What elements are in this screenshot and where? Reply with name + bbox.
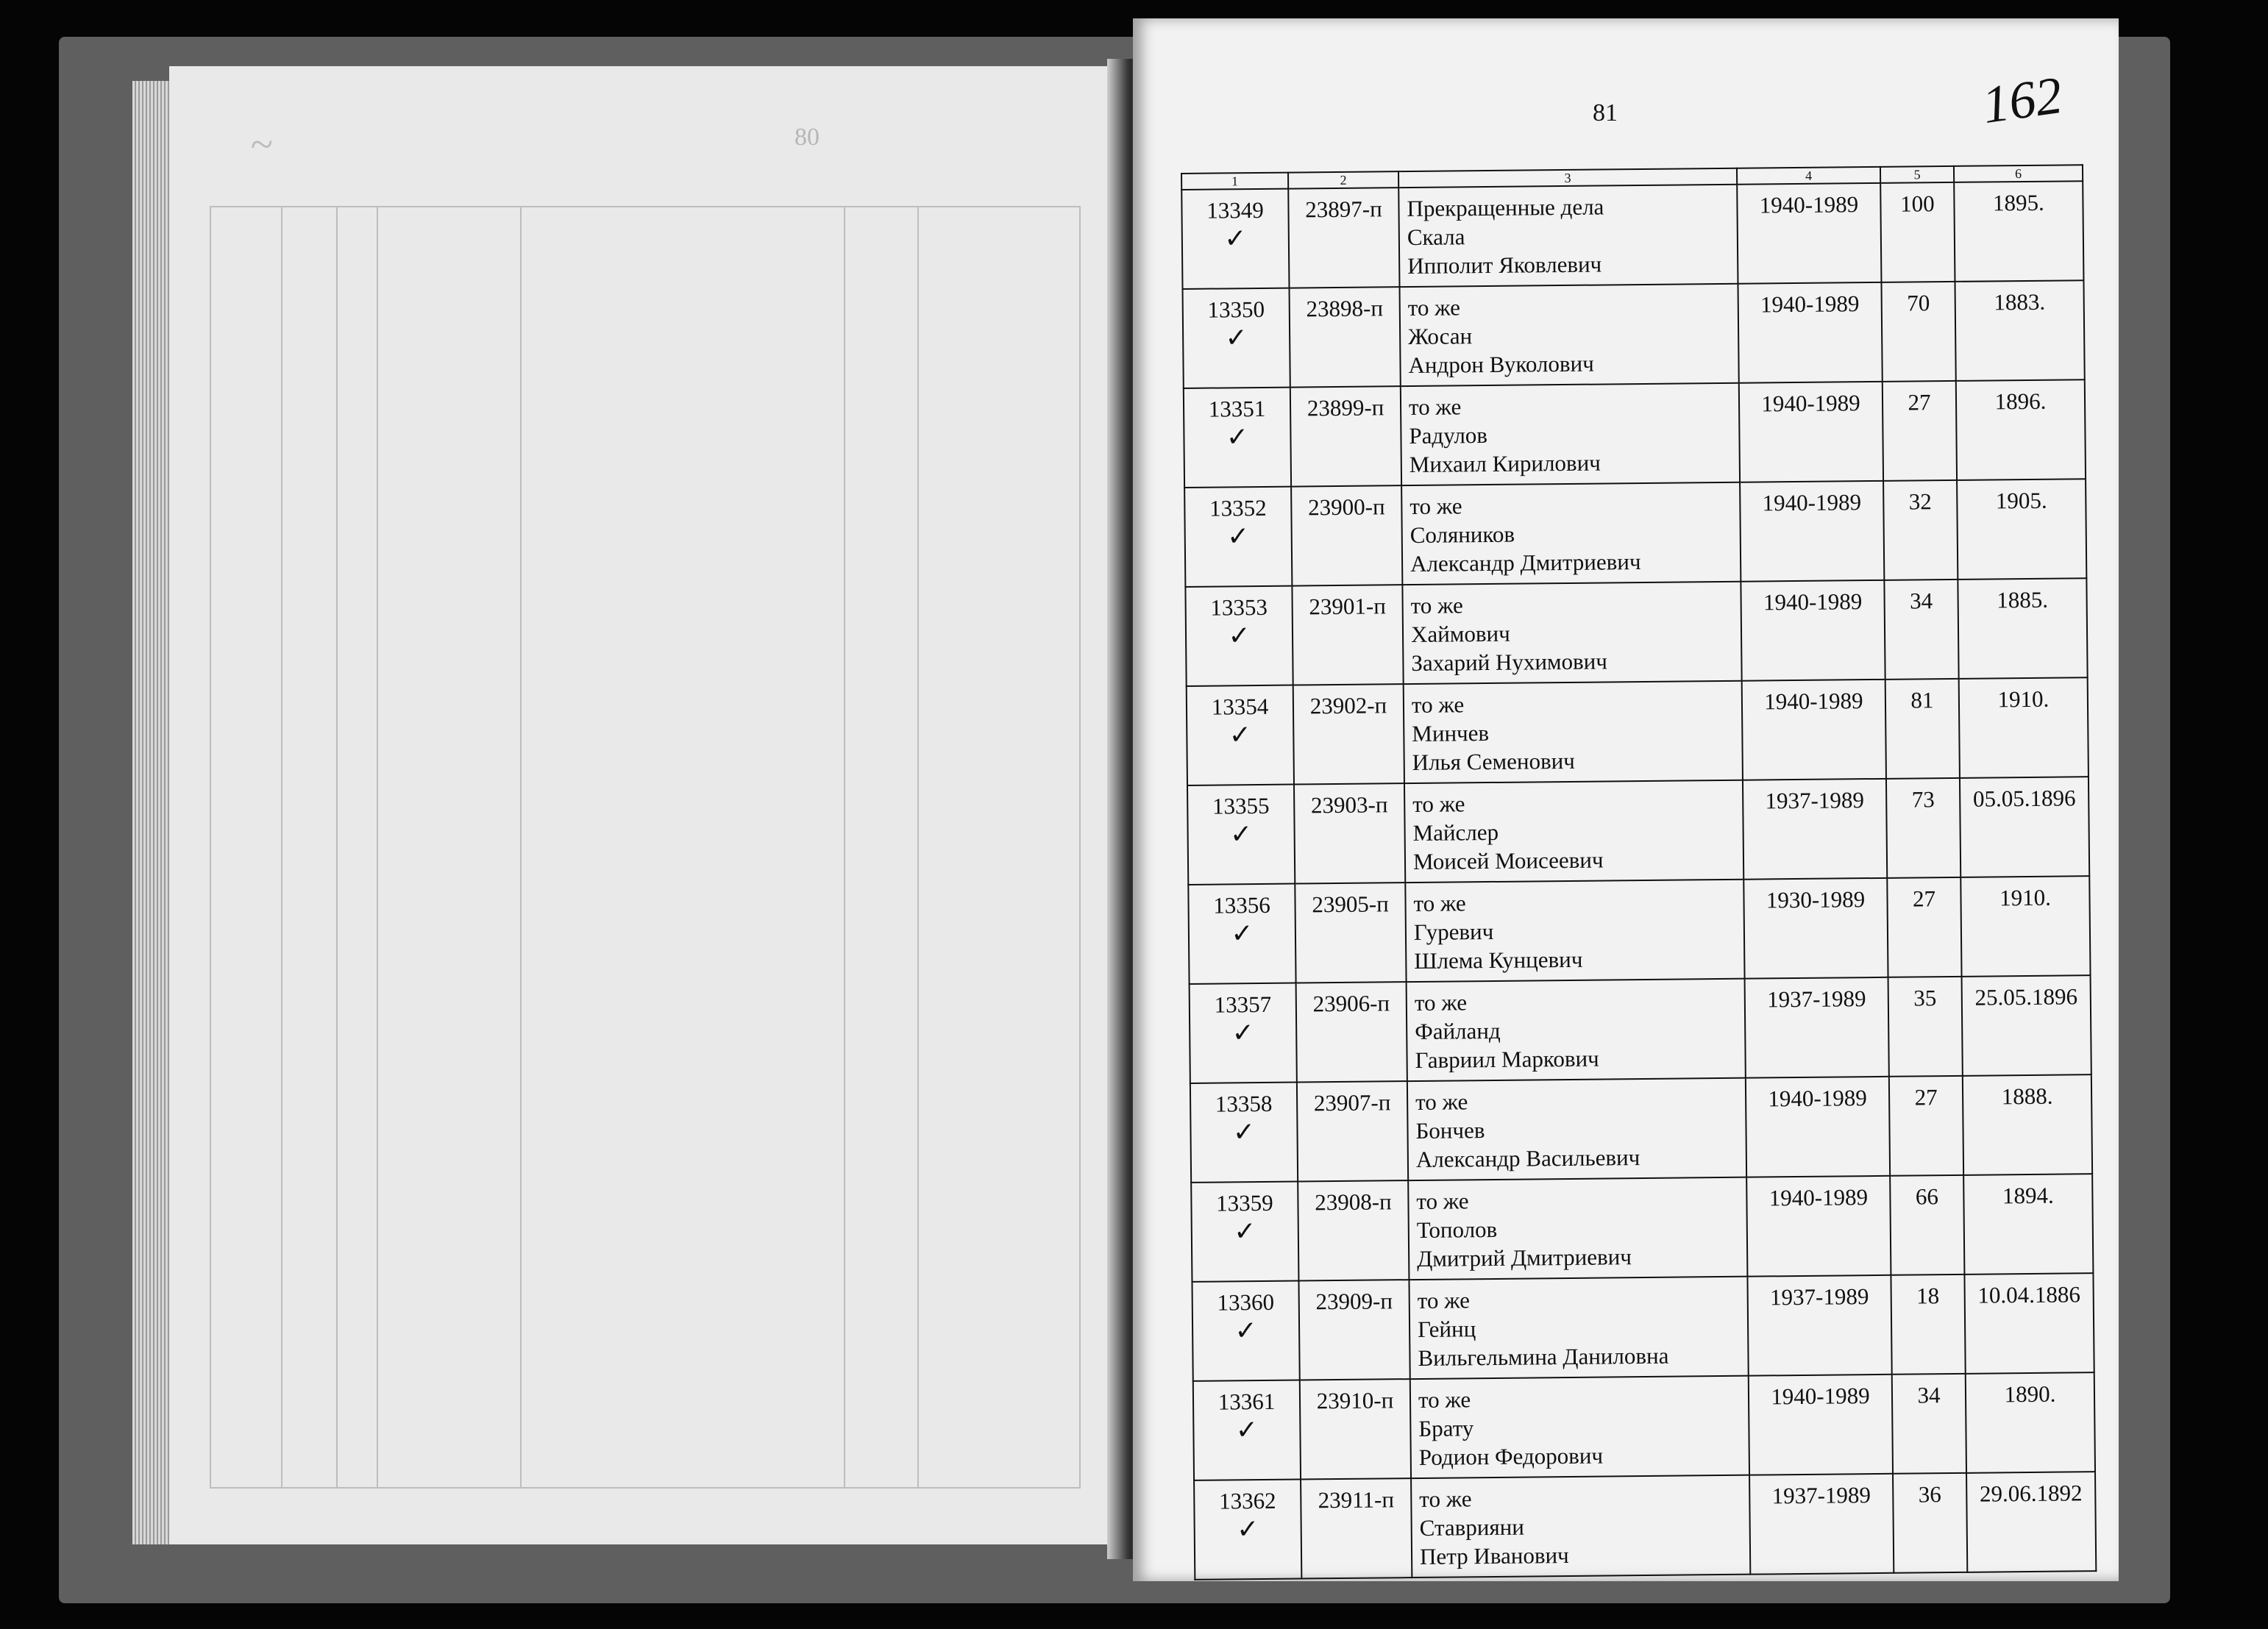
archive-number-cell: 23898-п: [1290, 287, 1401, 387]
name-line: Шлема Кунцевич: [1414, 946, 1583, 974]
archive-number-cell: 23907-п: [1297, 1081, 1408, 1181]
column-number: 4: [1737, 167, 1880, 185]
case-number-cell: [1181, 189, 1289, 289]
check-mark-icon: ✓: [1232, 1117, 1256, 1148]
pages-cell: 34: [1884, 580, 1958, 680]
table-row: [1190, 975, 2091, 1083]
case-number-cell: [1192, 1281, 1299, 1381]
name-cell: [1404, 681, 1743, 783]
birth-date-cell: 25.05.1896: [1962, 975, 2091, 1076]
name-cell: [1404, 780, 1743, 883]
pages-cell: 27: [1883, 381, 1957, 481]
name-line: Михаил Кирилович: [1409, 449, 1601, 478]
check-mark-icon: ✓: [1229, 720, 1252, 751]
archive-number-cell: 23900-п: [1291, 485, 1402, 585]
name-line: Хаймович: [1410, 620, 1510, 648]
check-mark-icon: ✓: [1235, 1415, 1259, 1446]
birth-date-cell: 1910.: [1960, 876, 2090, 977]
name-line: то же: [1414, 989, 1468, 1016]
name-line: Дмитрий Дмитриевич: [1417, 1244, 1632, 1272]
archive-number-cell: 23901-п: [1292, 585, 1403, 685]
name-line: Захарий Нухимович: [1411, 648, 1608, 677]
name-cell: [1407, 1078, 1746, 1180]
check-mark-icon: ✓: [1229, 819, 1253, 850]
name-cell: [1411, 1475, 1750, 1578]
birth-date-cell: 1896.: [1956, 379, 2086, 480]
pages-cell: 27: [1889, 1076, 1963, 1176]
birth-date-cell: 1890.: [1966, 1372, 2095, 1473]
pages-cell: 18: [1891, 1275, 1965, 1375]
check-mark-icon: ✓: [1231, 1018, 1255, 1049]
case-number: 13355: [1212, 792, 1270, 819]
name-line: Петр Иванович: [1419, 1542, 1569, 1569]
right-page-number: 81: [1593, 99, 1618, 126]
right-page: [1133, 18, 2119, 1581]
case-number: 13349: [1206, 196, 1264, 224]
pages-cell: 35: [1888, 977, 1963, 1077]
case-number-cell: [1190, 1083, 1298, 1183]
left-page-handwritten-mark: ~: [250, 122, 273, 168]
name-cell: [1398, 185, 1738, 287]
check-mark-icon: ✓: [1234, 1316, 1257, 1347]
years-cell: 1937-1989: [1747, 1275, 1891, 1376]
name-line: Вильгельмина Даниловна: [1418, 1342, 1669, 1371]
archive-number-cell: 23902-п: [1293, 684, 1404, 784]
table-row: [1194, 1472, 2096, 1580]
table-row: [1193, 1372, 2095, 1480]
pages-cell: 32: [1883, 480, 1958, 580]
table-row: [1184, 379, 2086, 488]
name-line: Жосан: [1407, 323, 1473, 350]
name-line: то же: [1417, 1287, 1471, 1313]
name-line: то же: [1413, 890, 1466, 917]
name-line: Бончев: [1415, 1117, 1485, 1144]
name-cell: [1410, 1376, 1749, 1478]
name-line: Гавриил Маркович: [1415, 1045, 1599, 1073]
table-row: [1192, 1273, 2094, 1381]
birth-date-cell: 1910.: [1959, 677, 2089, 778]
case-number: 13350: [1207, 296, 1265, 323]
name-cell: [1405, 880, 1744, 982]
birth-date-cell: 29.06.1892: [1966, 1472, 2096, 1572]
name-line: Ипполит Яковлевич: [1407, 251, 1602, 279]
table-row: [1184, 479, 2086, 587]
case-number: 13362: [1218, 1487, 1276, 1514]
case-number: 13356: [1213, 891, 1270, 919]
birth-date-cell: 1905.: [1957, 479, 2086, 580]
name-line: Минчев: [1412, 720, 1490, 747]
years-cell: 1937-1989: [1743, 779, 1887, 880]
name-line: то же: [1409, 493, 1462, 520]
case-number-cell: [1184, 388, 1291, 488]
check-mark-icon: ✓: [1228, 621, 1251, 652]
years-cell: 1930-1989: [1743, 878, 1888, 979]
column-number: 2: [1288, 171, 1398, 188]
name-line: то же: [1408, 393, 1462, 421]
name-line: Соляников: [1409, 521, 1515, 549]
pages-cell: 36: [1893, 1473, 1967, 1573]
pages-cell: 66: [1890, 1175, 1964, 1275]
pages-cell: 73: [1886, 778, 1960, 878]
years-cell: 1940-1989: [1739, 382, 1883, 482]
years-cell: 1940-1989: [1749, 1375, 1893, 1475]
name-cell: [1401, 383, 1740, 485]
case-number-cell: [1185, 586, 1293, 686]
check-mark-icon: ✓: [1226, 422, 1249, 453]
birth-date-cell: 10.04.1886: [1964, 1273, 2094, 1374]
name-line: Брату: [1418, 1415, 1474, 1441]
check-mark-icon: ✓: [1224, 224, 1247, 254]
years-cell: 1940-1989: [1746, 1176, 1891, 1277]
name-line: то же: [1407, 294, 1461, 321]
case-number-cell: [1184, 487, 1292, 587]
case-number-cell: [1190, 983, 1297, 1083]
name-line: то же: [1416, 1188, 1469, 1214]
birth-date-cell: 1883.: [1955, 280, 2084, 381]
case-number: 13360: [1217, 1288, 1275, 1316]
case-number: 13357: [1214, 991, 1272, 1018]
archive-number-cell: 23908-п: [1298, 1180, 1409, 1280]
check-mark-icon: ✓: [1226, 521, 1250, 552]
name-line: Скала: [1407, 224, 1465, 251]
table-row: [1183, 280, 2085, 388]
case-number-cell: [1183, 288, 1290, 388]
name-cell: [1402, 582, 1741, 684]
case-number-cell: [1187, 685, 1294, 785]
name-line: Гейнц: [1417, 1316, 1476, 1342]
left-page-number: 80: [794, 124, 820, 151]
pages-cell: 34: [1892, 1374, 1966, 1474]
name-line: Файланд: [1415, 1017, 1501, 1044]
years-cell: 1940-1989: [1741, 580, 1885, 681]
name-line: то же: [1418, 1386, 1471, 1413]
name-line: Моисей Моисеевич: [1412, 846, 1604, 875]
name-line: Родион Федорович: [1418, 1442, 1604, 1470]
name-cell: [1409, 1277, 1748, 1379]
column-number: 1: [1181, 173, 1288, 190]
years-cell: 1940-1989: [1740, 481, 1884, 582]
case-number-cell: [1194, 1480, 1301, 1580]
birth-date-cell: 1894.: [1963, 1174, 2093, 1275]
name-line: Гуревич: [1413, 918, 1494, 946]
handwritten-folio-number: 162: [1978, 65, 2066, 135]
left-page: [169, 66, 1126, 1544]
birth-date-cell: 1885.: [1958, 578, 2087, 679]
case-number-cell: [1187, 785, 1295, 885]
table-row: [1185, 578, 2087, 686]
pages-cell: 81: [1885, 679, 1960, 779]
column-number: 5: [1880, 166, 1954, 183]
case-number: 13351: [1208, 395, 1266, 422]
case-number: 13352: [1209, 494, 1267, 521]
case-number: 13359: [1216, 1189, 1273, 1216]
table-row: [1191, 1174, 2093, 1282]
archive-number-cell: 23899-п: [1290, 386, 1401, 486]
years-cell: 1940-1989: [1737, 183, 1881, 284]
archive-number-cell: 23903-п: [1294, 783, 1405, 883]
column-number: 3: [1398, 168, 1737, 188]
name-line: то же: [1419, 1486, 1472, 1512]
check-mark-icon: ✓: [1234, 1216, 1256, 1247]
table-row: [1188, 876, 2090, 984]
archive-number-cell: 23906-п: [1296, 982, 1407, 1082]
left-page-bleed-through-table: [210, 206, 1081, 1489]
pages-cell: 70: [1881, 282, 1955, 382]
name-line: то же: [1410, 592, 1464, 619]
name-cell: [1400, 284, 1739, 386]
name-line: Александр Васильевич: [1415, 1144, 1640, 1172]
register-table: [1181, 164, 2097, 1580]
name-cell: [1408, 1177, 1747, 1280]
name-line: то же: [1415, 1088, 1468, 1115]
archive-number-cell: 23910-п: [1300, 1379, 1411, 1479]
name-line: Майслер: [1412, 819, 1499, 846]
name-line: Александр Дмитриевич: [1409, 549, 1641, 577]
case-number-cell: [1193, 1380, 1301, 1480]
pages-cell: 27: [1887, 877, 1961, 977]
case-number: 13361: [1217, 1388, 1276, 1415]
name-line: то же: [1411, 691, 1465, 719]
archive-number-cell: 23905-п: [1295, 883, 1406, 983]
name-cell: [1407, 979, 1746, 1081]
name-line: Ставрияни: [1419, 1514, 1524, 1541]
case-number: 13358: [1215, 1090, 1273, 1117]
table-row: [1187, 777, 2089, 885]
table-row: [1181, 181, 2083, 289]
case-number: 13354: [1211, 693, 1269, 720]
archive-number-cell: 23909-п: [1298, 1280, 1409, 1380]
case-number-cell: [1188, 884, 1295, 984]
name-line: Радулов: [1409, 422, 1488, 449]
check-mark-icon: ✓: [1236, 1514, 1259, 1545]
years-cell: 1940-1989: [1742, 680, 1886, 780]
table-row: [1190, 1074, 2092, 1183]
check-mark-icon: ✓: [1225, 323, 1248, 354]
name-line: Илья Семенович: [1412, 747, 1575, 776]
years-cell: 1940-1989: [1746, 1077, 1890, 1177]
name-line: Андрон Вуколович: [1408, 350, 1594, 379]
name-line: Тополов: [1416, 1216, 1498, 1243]
archive-number-cell: 23911-п: [1301, 1478, 1412, 1578]
case-number: 13353: [1210, 594, 1268, 621]
archive-number-cell: 23897-п: [1288, 188, 1399, 288]
birth-date-cell: 1895.: [1954, 181, 2083, 282]
years-cell: 1937-1989: [1745, 977, 1889, 1078]
birth-date-cell: 1888.: [1963, 1074, 2092, 1175]
case-number-cell: [1191, 1182, 1298, 1282]
name-cell: [1401, 482, 1741, 585]
pages-cell: 100: [1880, 182, 1955, 282]
birth-date-cell: 05.05.1896: [1960, 777, 2089, 877]
column-number: 6: [1954, 165, 2083, 182]
name-line: то же: [1412, 791, 1465, 818]
table-row: [1187, 677, 2089, 785]
years-cell: 1937-1989: [1749, 1474, 1894, 1575]
name-line: Прекращенные дела: [1407, 193, 1604, 222]
check-mark-icon: ✓: [1231, 919, 1254, 949]
years-cell: 1940-1989: [1738, 282, 1882, 383]
